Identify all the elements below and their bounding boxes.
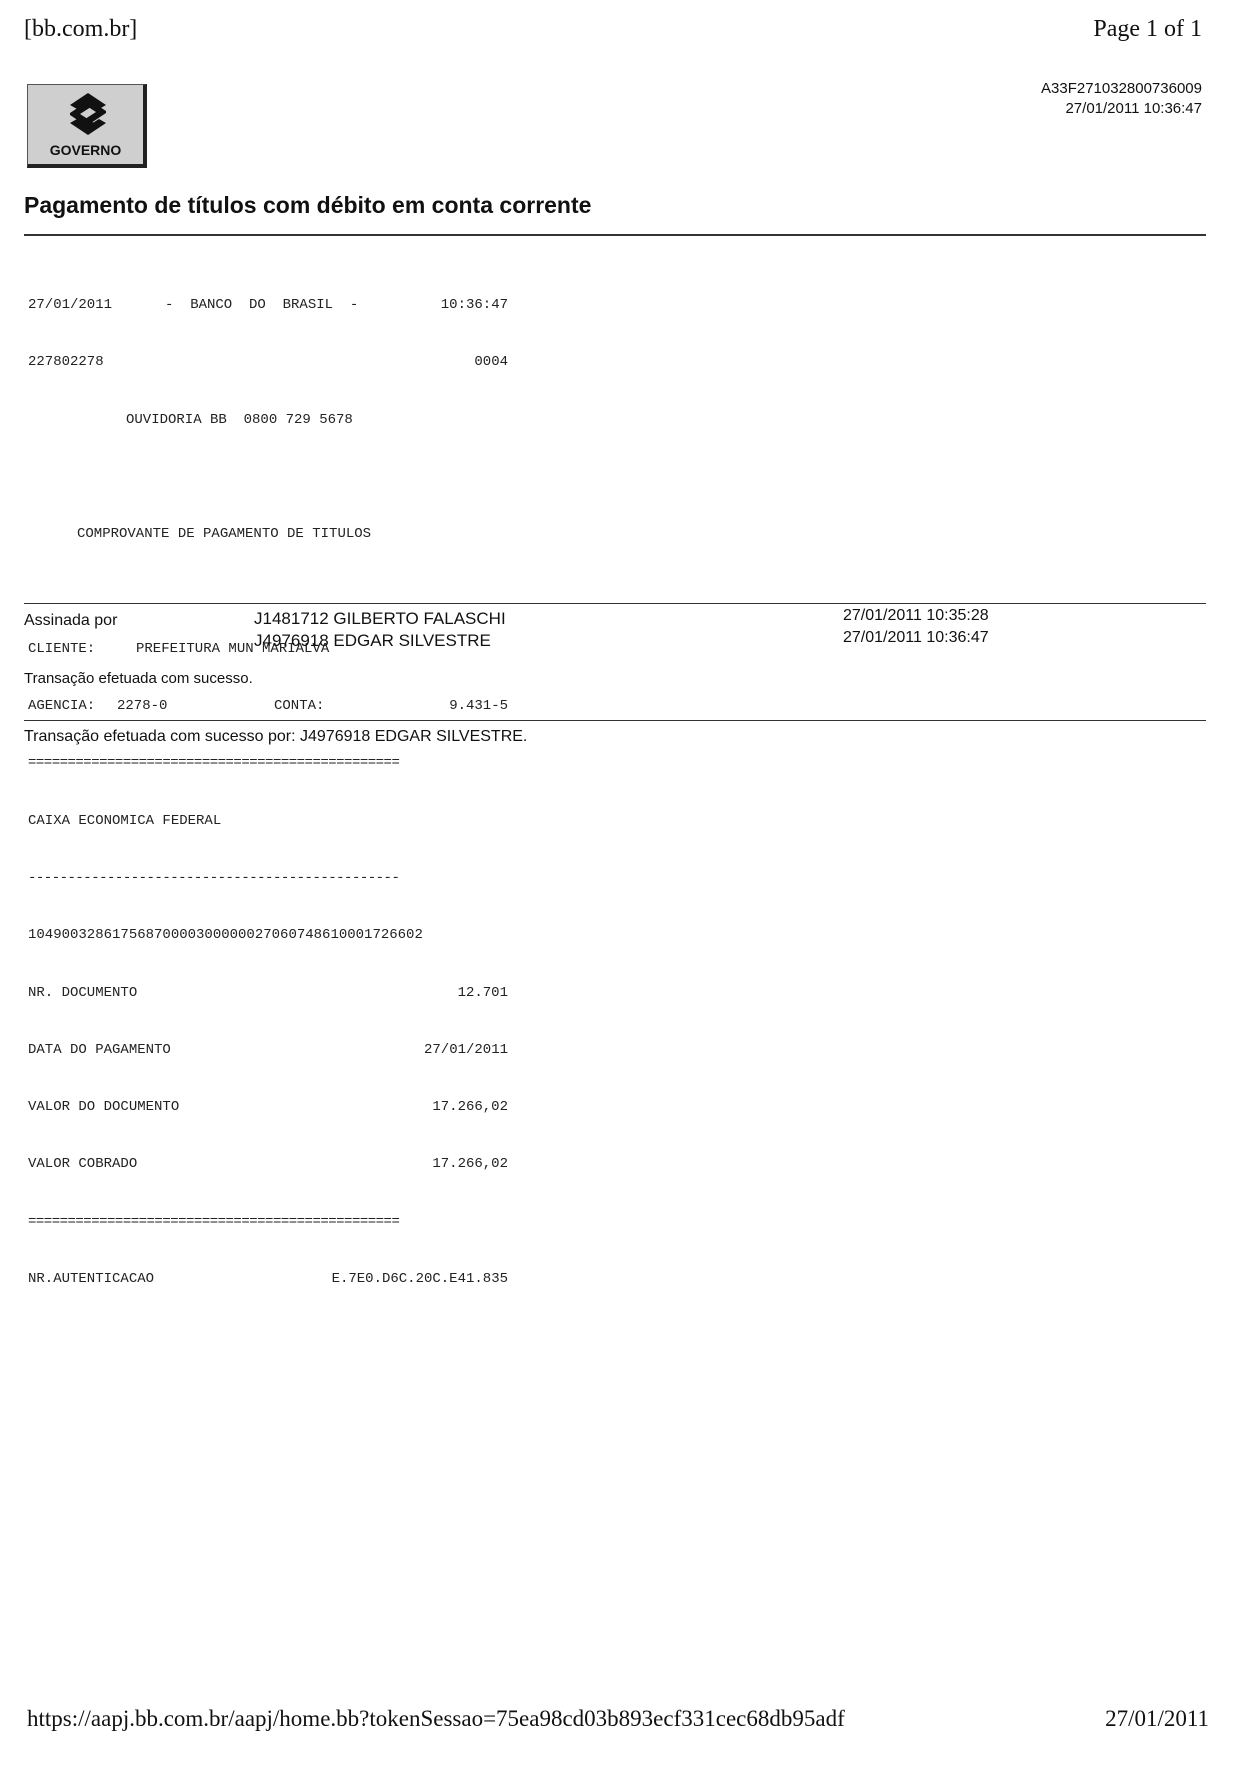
field-label: DATA DO PAGAMENTO <box>28 1041 171 1058</box>
receipt-bank: - BANCO DO BRASIL - <box>165 297 359 314</box>
client-value: PREFEITURA MUN MARIALVA <box>136 640 330 657</box>
page-title: Pagamento de títulos com débito em conta corrente <box>24 192 592 218</box>
divider <box>24 720 1206 721</box>
receipt-barcode-line <box>28 926 508 945</box>
receipt-auth-line <box>28 1270 508 1289</box>
field-label: VALOR COBRADO <box>28 1156 138 1173</box>
footer-url: https://aapj.bb.com.br/aapj/home.bb?tokenSessao=75ea98cd03b893ecf331cec68db95adf <box>27 1706 845 1731</box>
bb-logo-icon <box>66 91 110 137</box>
field-value: 12.701 <box>457 984 508 1001</box>
signer-name: J1481712 GILBERTO FALASCHI <box>254 609 506 628</box>
divider <box>24 603 1206 604</box>
receipt-heading: COMPROVANTE DE PAGAMENTO DE TITULOS <box>77 526 372 543</box>
receipt-field-row <box>28 1041 508 1060</box>
receipt-ombudsman: OUVIDORIA BB 0800 729 5678 <box>126 411 353 428</box>
receipt-date: 27/01/2011 <box>28 297 113 314</box>
site-label: [bb.com.br] <box>24 16 138 42</box>
auth-value: E.7E0.D6C.20C.E41.835 <box>331 1270 508 1287</box>
receipt-header-line <box>28 296 508 315</box>
divider <box>24 234 1206 236</box>
footer-date: 27/01/2011 <box>1105 1706 1209 1731</box>
receipt-ombudsman-line <box>28 411 508 430</box>
barcode-number: 10490032861756870000300000027060748610001726602 <box>28 927 423 944</box>
field-label: VALOR DO DOCUMENTO <box>28 1099 180 1116</box>
receipt-sequence: 0004 <box>474 354 508 371</box>
field-value: 27/01/2011 <box>423 1041 508 1058</box>
signed-by-label: Assinada por <box>24 612 118 629</box>
page-indicator: Page 1 of 1 <box>1093 16 1202 42</box>
success-message: Transação efetuada com sucesso. <box>24 670 253 687</box>
receipt-field-row <box>28 984 508 1003</box>
signer-timestamp: 27/01/2011 10:35:28 <box>843 607 989 624</box>
signer-name: J4976918 EDGAR SILVESTRE <box>254 631 491 650</box>
account-value: 9.431-5 <box>449 698 508 715</box>
separator-double: =============================================== <box>28 1213 400 1230</box>
agency-value: 2278-0 <box>117 698 168 715</box>
agency-label: AGENCIA: <box>28 698 96 715</box>
receipt-terminal-line <box>28 353 508 372</box>
receipt-terminal: 227802278 <box>28 354 104 371</box>
auth-label: NR.AUTENTICACAO <box>28 1270 155 1287</box>
field-value: 17.266,02 <box>432 1099 508 1116</box>
separator-single: ----------------------------------------------- <box>28 870 400 886</box>
signer-timestamp: 27/01/2011 10:36:47 <box>843 629 989 646</box>
receipt-heading-line <box>28 525 508 544</box>
separator-double: =============================================== <box>28 755 400 772</box>
header-datetime: 27/01/2011 10:36:47 <box>1065 100 1202 117</box>
account-label: CONTA: <box>274 698 325 715</box>
field-label: NR. DOCUMENTO <box>28 984 138 1001</box>
bank-logo <box>27 84 147 168</box>
transaction-id: A33F271032800736009 <box>1041 80 1202 97</box>
field-value: 17.266,02 <box>432 1156 508 1173</box>
receipt-field-row <box>28 1155 508 1174</box>
receipt-field-row <box>28 1098 508 1117</box>
success-by-message: Transação efetuada com sucesso por: J4976918 EDGAR SILVESTRE. <box>24 728 528 745</box>
receipt-account-line <box>28 697 508 716</box>
payment-receipt <box>28 258 508 1308</box>
client-label: CLIENTE: <box>28 640 96 657</box>
logo-text: GOVERNO <box>49 142 122 158</box>
receipt-beneficiary-line <box>28 812 508 831</box>
receipt-time: 10:36:47 <box>440 297 508 314</box>
beneficiary: CAIXA ECONOMICA FEDERAL <box>28 812 222 829</box>
